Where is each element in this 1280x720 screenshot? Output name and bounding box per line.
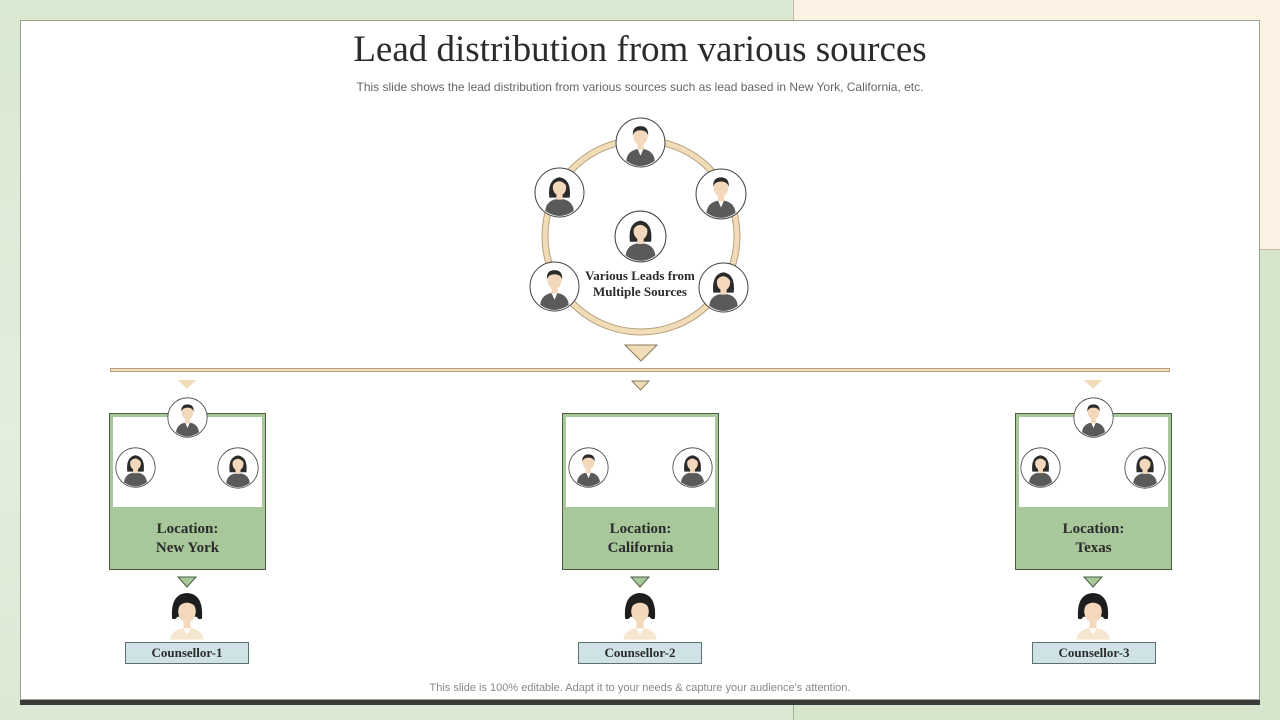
counsellor-3-avatar — [1071, 588, 1115, 642]
hub-arrow-down — [624, 344, 658, 362]
ny-avatar-woman-left — [115, 447, 156, 488]
hub-avatar-man-bottom-left — [529, 261, 580, 312]
tx-avatar-woman-left — [1020, 447, 1061, 488]
branch-arrow-3 — [1084, 380, 1102, 390]
ca-arrow-down — [630, 576, 650, 588]
ny-avatar-man — [167, 397, 208, 438]
distribution-line — [110, 368, 1170, 372]
tx-avatar-woman-right — [1124, 447, 1166, 489]
branch-arrow-1 — [178, 380, 196, 390]
ny-avatar-woman-right — [217, 447, 259, 489]
ny-arrow-down — [177, 576, 197, 588]
hub-avatar-woman-center — [614, 210, 667, 263]
hub-avatar-woman-left — [534, 167, 585, 218]
counsellor-1-avatar — [165, 588, 209, 642]
tx-arrow-down — [1083, 576, 1103, 588]
counsellor-3-label: Counsellor-3 — [1032, 642, 1156, 664]
branch-arrow-2 — [631, 380, 650, 391]
counsellor-2-label: Counsellor-2 — [578, 642, 702, 664]
location-label: Location: New York — [155, 521, 220, 556]
ca-avatar-man — [568, 447, 609, 488]
hub-label: Various Leads from Multiple Sources — [585, 268, 695, 299]
hub-avatar-man-top — [615, 117, 666, 168]
page-title: Lead distribution from various sources — [353, 29, 927, 70]
location-label: Location: Texas — [1062, 521, 1125, 556]
page-subtitle: This slide shows the lead distribution from various sources such as lead based in New York, California, etc. — [356, 80, 924, 94]
hub-avatar-man-right — [695, 168, 747, 220]
counsellor-2-avatar — [618, 588, 662, 642]
footer-note: This slide is 100% editable. Adapt it to your needs & capture your audience's attention. — [429, 682, 851, 694]
tx-avatar-man — [1073, 397, 1114, 438]
location-label: Location: California — [607, 521, 674, 556]
hub-avatar-woman-bottom-right — [698, 262, 749, 313]
ca-avatar-woman — [672, 447, 713, 488]
counsellor-1-label: Counsellor-1 — [125, 642, 249, 664]
location-box-california — [562, 413, 719, 570]
